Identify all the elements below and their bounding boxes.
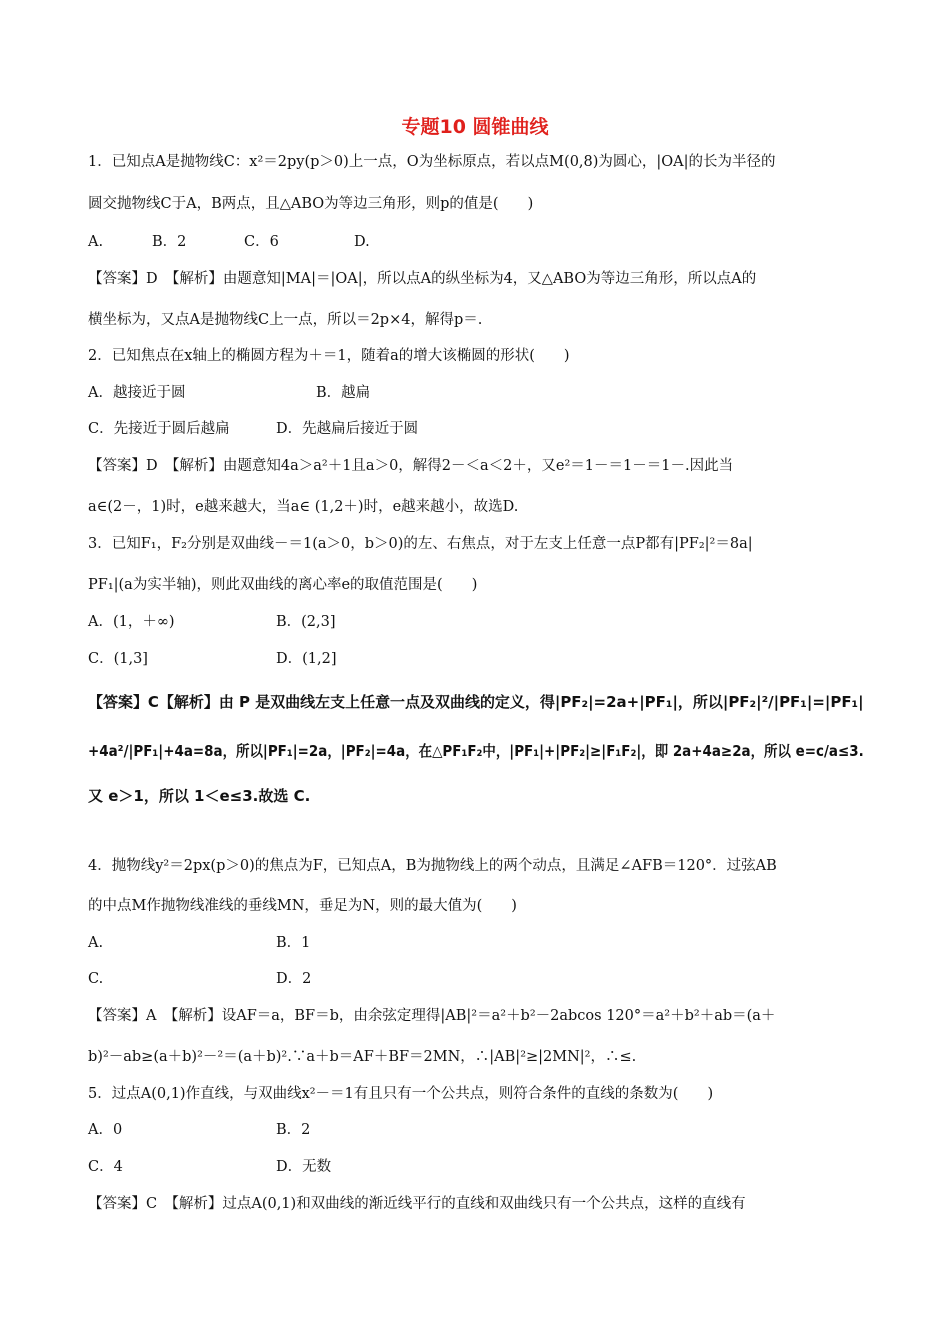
q3-answer-line2: +4a²/|PF₁|+4a=8a，所以|PF₁|=2a，|PF₂|=4a，在△PF₁F₂中，|PF₁|+|PF₂|≥|F₁F₂|，即 2a+4a≥2a，所以 e=c/a≤3. <box>88 742 864 760</box>
q1-option-b: B．2 <box>152 234 187 250</box>
q5-option-a: A．0 <box>88 1122 123 1138</box>
q2-stem: 2．已知焦点在x轴上的椭圆方程为＋＝1，随着a的增大该椭圆的形状( ) <box>88 348 570 364</box>
q2-option-d: D．先越扁后接近于圆 <box>276 421 419 437</box>
q1-stem-line1: 1．已知点A是抛物线C：x²＝2py(p＞0)上一点，O为坐标原点，若以点M(0,8)为圆心，|OA|的长为半径的 <box>88 154 776 170</box>
q5-option-c: C．4 <box>88 1159 123 1175</box>
q3-stem-line2: PF₁|(a为实半轴)，则此双曲线的离心率e的取值范围是( ) <box>88 577 478 593</box>
q4-stem-line2: 的中点M作抛物线准线的垂线MN，垂足为N，则的最大值为( ) <box>88 898 517 914</box>
q2-option-c: C．先接近于圆后越扁 <box>88 421 230 437</box>
q3-option-b: B．(2,3] <box>276 614 336 630</box>
q3-stem-line1: 3．已知F₁，F₂分别是双曲线－＝1(a＞0，b＞0)的左、右焦点，对于左支上任意一点P都有|PF₂|²＝8a| <box>88 536 753 552</box>
q4-answer-line2: b)²－ab≥(a＋b)²－²＝(a＋b)².∵a＋b＝AF＋BF＝2MN，∴|AB|²≥|2MN|²，∴≤. <box>88 1049 637 1065</box>
q4-option-a: A. <box>88 935 104 951</box>
q4-answer-line1: 【答案】A 【解析】设AF＝a，BF＝b，由余弦定理得|AB|²＝a²＋b²－2abcos 120°＝a²＋b²＋ab＝(a＋ <box>88 1008 776 1024</box>
q1-option-c: C．6 <box>244 234 279 250</box>
q2-answer-line1: 【答案】D 【解析】由题意知4a＞a²＋1且a＞0，解得2－＜a＜2＋，又e²＝1－＝1－＝1－.因此当 <box>88 458 734 474</box>
q3-answer-line3: 又 e＞1，所以 1＜e≤3.故选 C. <box>88 787 311 805</box>
q4-option-d: D．2 <box>276 971 312 987</box>
q2-answer-line2: a∈(2－，1)时，e越来越大，当a∈ (1,2＋)时，e越来越小，故选D. <box>88 499 519 515</box>
page-title: 专题10 圆锥曲线 <box>401 116 549 138</box>
q3-option-c: C．(1,3] <box>88 651 148 667</box>
q4-option-c: C. <box>88 971 104 987</box>
q3-answer-line1: 【答案】C【解析】由 P 是双曲线左支上任意一点及双曲线的定义，得|PF₂|=2a+|PF₁|，所以|PF₂|²/|PF₁|=|PF₁| <box>88 693 864 711</box>
q1-option-a: A. <box>88 234 104 250</box>
q4-option-b: B．1 <box>276 935 311 951</box>
q2-option-b: B．越扁 <box>316 385 371 401</box>
q1-answer-line2: 横坐标为，又点A是抛物线C上一点，所以＝2p×4，解得p＝. <box>88 312 483 328</box>
q1-stem-line2: 圆交抛物线C于A，B两点，且△ABO为等边三角形，则p的值是( ) <box>88 196 534 212</box>
q5-option-b: B．2 <box>276 1122 311 1138</box>
q5-stem: 5．过点A(0,1)作直线，与双曲线x²－＝1有且只有一个公共点，则符合条件的直线的条数为( ) <box>88 1086 714 1102</box>
q1-option-d: D. <box>354 234 370 250</box>
q3-option-a: A．(1，＋∞) <box>88 614 175 630</box>
q5-option-d: D．无数 <box>276 1159 332 1175</box>
q3-option-d: D．(1,2] <box>276 651 337 667</box>
q4-stem-line1: 4．抛物线y²＝2px(p＞0)的焦点为F，已知点A，B为抛物线上的两个动点，且满足∠AFB＝120°．过弦AB <box>88 858 777 874</box>
q5-answer-line1: 【答案】C 【解析】过点A(0,1)和双曲线的渐近线平行的直线和双曲线只有一个公共点，这样的直线有 <box>88 1196 746 1212</box>
q2-option-a: A．越接近于圆 <box>88 385 186 401</box>
q1-answer-line1: 【答案】D 【解析】由题意知|MA|＝|OA|，所以点A的纵坐标为4，又△ABO为等边三角形，所以点A的 <box>88 271 757 287</box>
